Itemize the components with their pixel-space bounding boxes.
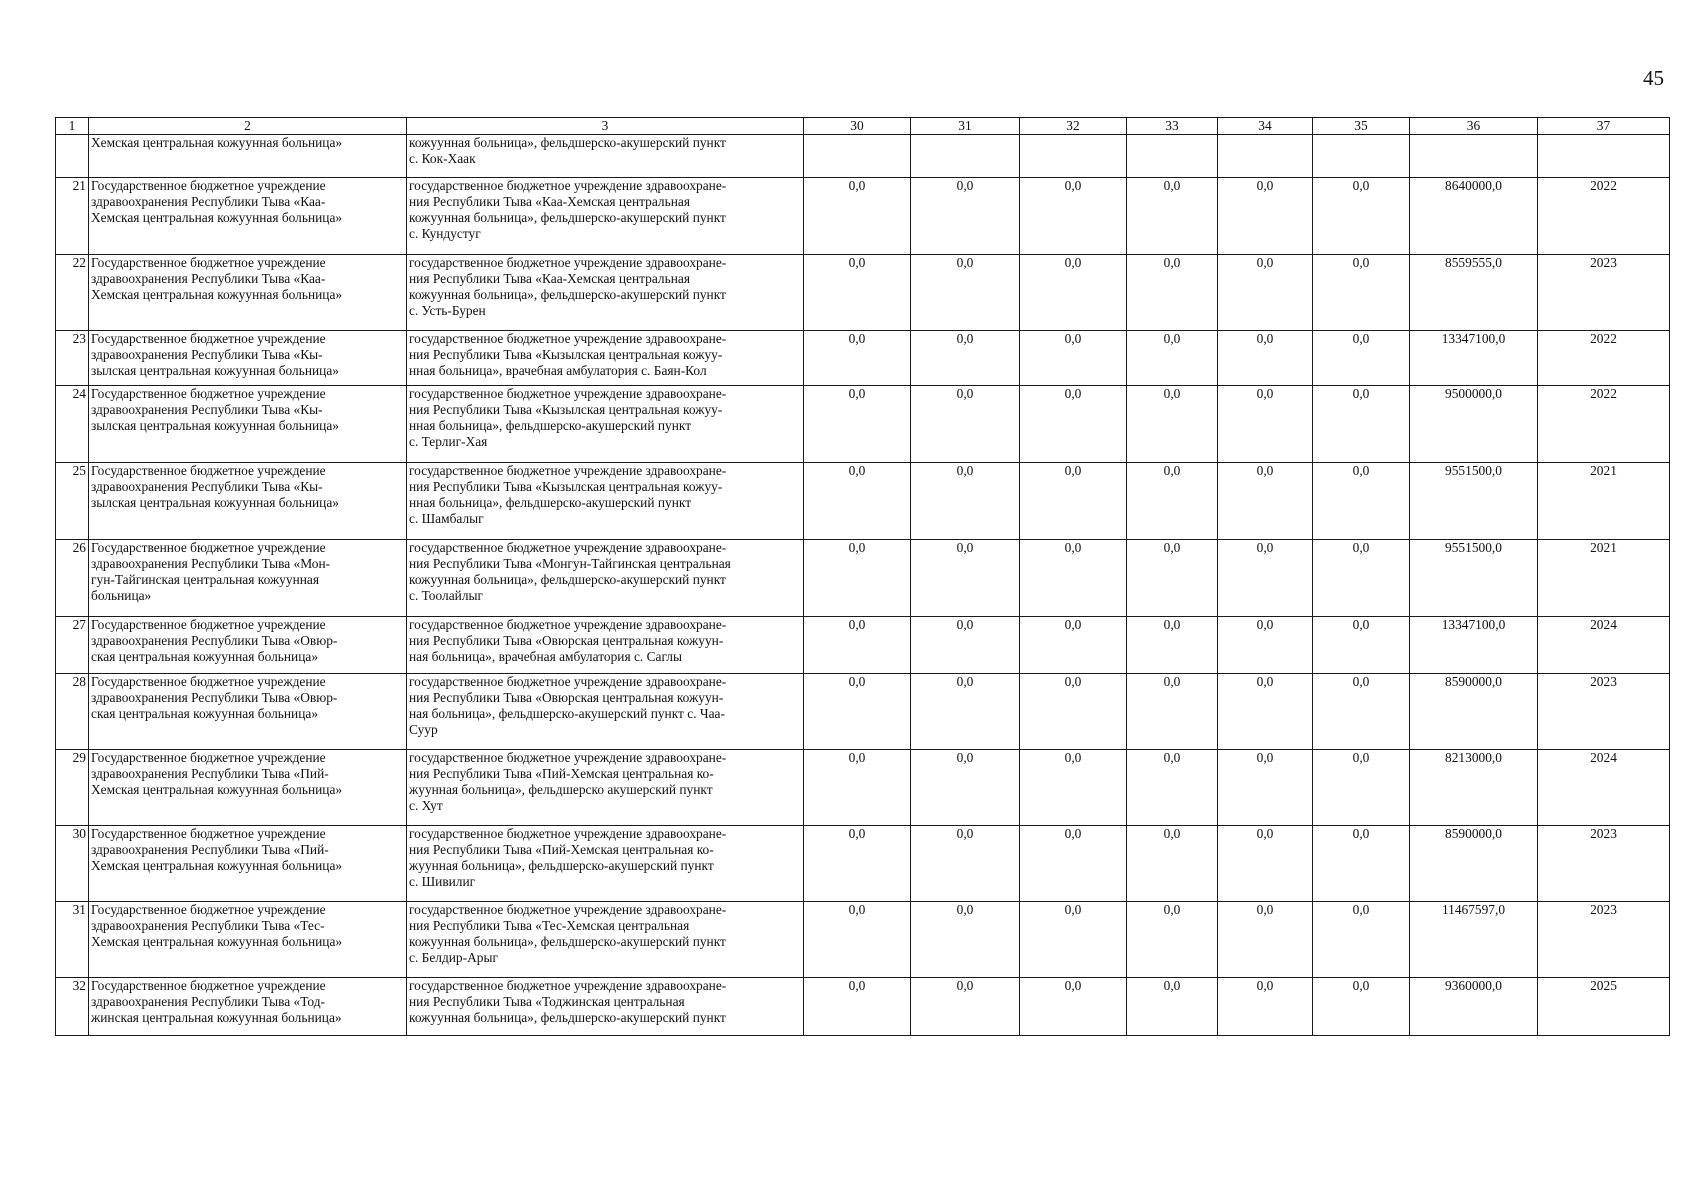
value-cell-31: 0,0 [911, 674, 1020, 750]
value-cell-35: 0,0 [1313, 331, 1410, 386]
table-row [56, 826, 1670, 902]
institution-cell: Государственное бюджетное учреждение здравоохранения Республики Тыва «Мон- гун-Тайгинская центральная кожуунная больница» [89, 540, 407, 617]
table-row [56, 674, 1670, 750]
value-cell-34: 0,0 [1218, 750, 1313, 826]
institution-cell: Государственное бюджетное учреждение здравоохранения Республики Тыва «Тес- Хемская центральная кожуунная больница» [89, 902, 407, 978]
table-row [56, 978, 1670, 1036]
row-number-cell: 26 [56, 540, 89, 617]
institution-cell: Государственное бюджетное учреждение здравоохранения Республики Тыва «Пий- Хемская центральная кожуунная больница» [89, 750, 407, 826]
year-cell: 2022 [1538, 386, 1670, 463]
column-header: 32 [1020, 118, 1127, 135]
empty-cell [1218, 135, 1313, 178]
facility-cell: государственное бюджетное учреждение здравоохране- ния Республики Тыва «Овюрская центральная кожуун- ная больница», фельдшерско-акушерский пункт с. Чаа- Суур [407, 674, 804, 750]
year-cell: 2024 [1538, 750, 1670, 826]
institution-cell: Государственное бюджетное учреждение здравоохранения Республики Тыва «Каа- Хемская центральная кожуунная больница» [89, 255, 407, 331]
data-table [55, 117, 1670, 1036]
table-row [56, 386, 1670, 463]
amount-cell: 8590000,0 [1410, 674, 1538, 750]
value-cell-34: 0,0 [1218, 826, 1313, 902]
value-cell-35: 0,0 [1313, 902, 1410, 978]
value-cell-32: 0,0 [1020, 331, 1127, 386]
value-cell-31: 0,0 [911, 902, 1020, 978]
table-row [56, 617, 1670, 674]
value-cell-35: 0,0 [1313, 178, 1410, 255]
amount-cell: 8590000,0 [1410, 826, 1538, 902]
amount-cell: 11467597,0 [1410, 902, 1538, 978]
amount-cell: 9360000,0 [1410, 978, 1538, 1036]
value-cell-34: 0,0 [1218, 178, 1313, 255]
year-cell: 2021 [1538, 540, 1670, 617]
column-header: 2 [89, 118, 407, 135]
facility-cell: государственное бюджетное учреждение здравоохране- ния Республики Тыва «Каа-Хемская центральная кожуунная больница», фельдшерско-акушерский пункт с. Кундустуг [407, 178, 804, 255]
value-cell-32: 0,0 [1020, 540, 1127, 617]
row-number-cell: 32 [56, 978, 89, 1036]
value-cell-31: 0,0 [911, 178, 1020, 255]
column-header: 36 [1410, 118, 1538, 135]
empty-cell [1313, 135, 1410, 178]
page-number: 45 [1643, 66, 1664, 90]
amount-cell: 8559555,0 [1410, 255, 1538, 331]
continuation-row [56, 135, 1670, 178]
value-cell-35: 0,0 [1313, 674, 1410, 750]
institution-cell: Государственное бюджетное учреждение здравоохранения Республики Тыва «Овюр- ская центральная кожуунная больница» [89, 674, 407, 750]
institution-cell: Государственное бюджетное учреждение здравоохранения Республики Тыва «Кы- зылская центральная кожуунная больница» [89, 331, 407, 386]
value-cell-34: 0,0 [1218, 674, 1313, 750]
institution-cell: Государственное бюджетное учреждение здравоохранения Республики Тыва «Каа- Хемская центральная кожуунная больница» [89, 178, 407, 255]
table-row [56, 902, 1670, 978]
facility-cell: государственное бюджетное учреждение здравоохране- ния Республики Тыва «Пий-Хемская центральная ко- жуунная больница», фельдшерско-акушерский пункт с. Шивилиг [407, 826, 804, 902]
empty-cell [804, 135, 911, 178]
amount-cell: 13347100,0 [1410, 331, 1538, 386]
row-number-cell: 28 [56, 674, 89, 750]
institution-cell: Государственное бюджетное учреждение здравоохранения Республики Тыва «Овюр- ская центральная кожуунная больница» [89, 617, 407, 674]
value-cell-30: 0,0 [804, 178, 911, 255]
value-cell-32: 0,0 [1020, 255, 1127, 331]
year-cell: 2022 [1538, 178, 1670, 255]
institution-cell: Государственное бюджетное учреждение здравоохранения Республики Тыва «Пий- Хемская центральная кожуунная больница» [89, 826, 407, 902]
value-cell-34: 0,0 [1218, 902, 1313, 978]
value-cell-32: 0,0 [1020, 902, 1127, 978]
year-cell: 2022 [1538, 331, 1670, 386]
value-cell-34: 0,0 [1218, 978, 1313, 1036]
column-header: 35 [1313, 118, 1410, 135]
empty-cell [1538, 135, 1670, 178]
year-cell: 2023 [1538, 826, 1670, 902]
table-row [56, 255, 1670, 331]
facility-cell: государственное бюджетное учреждение здравоохране- ния Республики Тыва «Овюрская центральная кожуун- ная больница», врачебная амбулатория с. Саглы [407, 617, 804, 674]
row-number-cell: 27 [56, 617, 89, 674]
year-cell: 2021 [1538, 463, 1670, 540]
value-cell-30: 0,0 [804, 978, 911, 1036]
row-number-cell: 23 [56, 331, 89, 386]
value-cell-31: 0,0 [911, 978, 1020, 1036]
value-cell-35: 0,0 [1313, 750, 1410, 826]
value-cell-32: 0,0 [1020, 674, 1127, 750]
row-number-cell: 22 [56, 255, 89, 331]
value-cell-32: 0,0 [1020, 463, 1127, 540]
facility-cell: государственное бюджетное учреждение здравоохране- ния Республики Тыва «Монгун-Тайгинская центральная кожуунная больница», фельдшерско-акушерский пункт с. Тоолайлыг [407, 540, 804, 617]
value-cell-32: 0,0 [1020, 978, 1127, 1036]
value-cell-33: 0,0 [1127, 826, 1218, 902]
facility-cell: государственное бюджетное учреждение здравоохране- ния Республики Тыва «Кызылская центральная кожуу- нная больница», фельдшерско-акушерский пункт с. Шамбалыг [407, 463, 804, 540]
row-number-cell: 25 [56, 463, 89, 540]
column-header: 34 [1218, 118, 1313, 135]
empty-cell [1127, 135, 1218, 178]
value-cell-33: 0,0 [1127, 178, 1218, 255]
value-cell-34: 0,0 [1218, 463, 1313, 540]
row-number-cell: 30 [56, 826, 89, 902]
column-header: 1 [56, 118, 89, 135]
value-cell-33: 0,0 [1127, 540, 1218, 617]
value-cell-35: 0,0 [1313, 386, 1410, 463]
value-cell-32: 0,0 [1020, 178, 1127, 255]
column-header: 37 [1538, 118, 1670, 135]
year-cell: 2023 [1538, 902, 1670, 978]
row-number-cell: 21 [56, 178, 89, 255]
value-cell-30: 0,0 [804, 617, 911, 674]
value-cell-30: 0,0 [804, 826, 911, 902]
row-number-cell: 24 [56, 386, 89, 463]
value-cell-31: 0,0 [911, 463, 1020, 540]
institution-cell: Государственное бюджетное учреждение здравоохранения Республики Тыва «Кы- зылская центральная кожуунная больница» [89, 386, 407, 463]
value-cell-31: 0,0 [911, 386, 1020, 463]
value-cell-30: 0,0 [804, 463, 911, 540]
facility-cell: государственное бюджетное учреждение здравоохране- ния Республики Тыва «Кызылская центральная кожуу- нная больница», фельдшерско-акушерский пункт с. Терлиг-Хая [407, 386, 804, 463]
value-cell-32: 0,0 [1020, 750, 1127, 826]
empty-cell [1020, 135, 1127, 178]
value-cell-33: 0,0 [1127, 674, 1218, 750]
year-cell: 2023 [1538, 255, 1670, 331]
institution-cell: Хемская центральная кожуунная больница» [89, 135, 407, 178]
value-cell-34: 0,0 [1218, 331, 1313, 386]
value-cell-33: 0,0 [1127, 331, 1218, 386]
value-cell-33: 0,0 [1127, 978, 1218, 1036]
year-cell: 2023 [1538, 674, 1670, 750]
value-cell-31: 0,0 [911, 750, 1020, 826]
amount-cell: 9500000,0 [1410, 386, 1538, 463]
amount-cell: 8640000,0 [1410, 178, 1538, 255]
value-cell-30: 0,0 [804, 255, 911, 331]
value-cell-35: 0,0 [1313, 826, 1410, 902]
value-cell-30: 0,0 [804, 331, 911, 386]
value-cell-32: 0,0 [1020, 386, 1127, 463]
empty-cell [1410, 135, 1538, 178]
value-cell-31: 0,0 [911, 540, 1020, 617]
value-cell-30: 0,0 [804, 902, 911, 978]
empty-cell [911, 135, 1020, 178]
value-cell-33: 0,0 [1127, 386, 1218, 463]
value-cell-33: 0,0 [1127, 463, 1218, 540]
column-header: 31 [911, 118, 1020, 135]
row-number-cell: 29 [56, 750, 89, 826]
row-number-cell [56, 135, 89, 178]
value-cell-34: 0,0 [1218, 540, 1313, 617]
facility-cell: государственное бюджетное учреждение здравоохране- ния Республики Тыва «Тоджинская центральная кожуунная больница», фельдшерско-акушерский пункт [407, 978, 804, 1036]
value-cell-34: 0,0 [1218, 617, 1313, 674]
value-cell-35: 0,0 [1313, 540, 1410, 617]
value-cell-31: 0,0 [911, 255, 1020, 331]
value-cell-33: 0,0 [1127, 902, 1218, 978]
value-cell-32: 0,0 [1020, 826, 1127, 902]
column-header: 33 [1127, 118, 1218, 135]
table-row [56, 331, 1670, 386]
row-number-cell: 31 [56, 902, 89, 978]
value-cell-35: 0,0 [1313, 463, 1410, 540]
table-row [56, 540, 1670, 617]
facility-cell: государственное бюджетное учреждение здравоохране- ния Республики Тыва «Каа-Хемская центральная кожуунная больница», фельдшерско-акушерский пункт с. Усть-Бурен [407, 255, 804, 331]
year-cell: 2024 [1538, 617, 1670, 674]
value-cell-32: 0,0 [1020, 617, 1127, 674]
institution-cell: Государственное бюджетное учреждение здравоохранения Республики Тыва «Тод- жинская центральная кожуунная больница» [89, 978, 407, 1036]
institution-cell: Государственное бюджетное учреждение здравоохранения Республики Тыва «Кы- зылская центральная кожуунная больница» [89, 463, 407, 540]
column-header: 30 [804, 118, 911, 135]
value-cell-30: 0,0 [804, 750, 911, 826]
value-cell-35: 0,0 [1313, 255, 1410, 331]
amount-cell: 9551500,0 [1410, 540, 1538, 617]
value-cell-34: 0,0 [1218, 386, 1313, 463]
value-cell-34: 0,0 [1218, 255, 1313, 331]
year-cell: 2025 [1538, 978, 1670, 1036]
table-row [56, 463, 1670, 540]
amount-cell: 13347100,0 [1410, 617, 1538, 674]
facility-cell: кожуунная больница», фельдшерско-акушерский пункт с. Кок-Хаак [407, 135, 804, 178]
column-header: 3 [407, 118, 804, 135]
value-cell-31: 0,0 [911, 331, 1020, 386]
value-cell-33: 0,0 [1127, 750, 1218, 826]
amount-cell: 8213000,0 [1410, 750, 1538, 826]
value-cell-31: 0,0 [911, 617, 1020, 674]
value-cell-35: 0,0 [1313, 617, 1410, 674]
value-cell-33: 0,0 [1127, 255, 1218, 331]
value-cell-35: 0,0 [1313, 978, 1410, 1036]
facility-cell: государственное бюджетное учреждение здравоохране- ния Республики Тыва «Кызылская центральная кожуу- нная больница», врачебная амбулатория с. Баян-Кол [407, 331, 804, 386]
amount-cell: 9551500,0 [1410, 463, 1538, 540]
value-cell-30: 0,0 [804, 674, 911, 750]
value-cell-30: 0,0 [804, 386, 911, 463]
table-row [56, 750, 1670, 826]
facility-cell: государственное бюджетное учреждение здравоохране- ния Республики Тыва «Тес-Хемская центральная кожуунная больница», фельдшерско-акушерский пункт с. Белдир-Арыг [407, 902, 804, 978]
value-cell-30: 0,0 [804, 540, 911, 617]
value-cell-31: 0,0 [911, 826, 1020, 902]
header-row [56, 118, 1670, 135]
value-cell-33: 0,0 [1127, 617, 1218, 674]
table-row [56, 178, 1670, 255]
facility-cell: государственное бюджетное учреждение здравоохране- ния Республики Тыва «Пий-Хемская центральная ко- жуунная больница», фельдшерско акушерский пункт с. Хут [407, 750, 804, 826]
